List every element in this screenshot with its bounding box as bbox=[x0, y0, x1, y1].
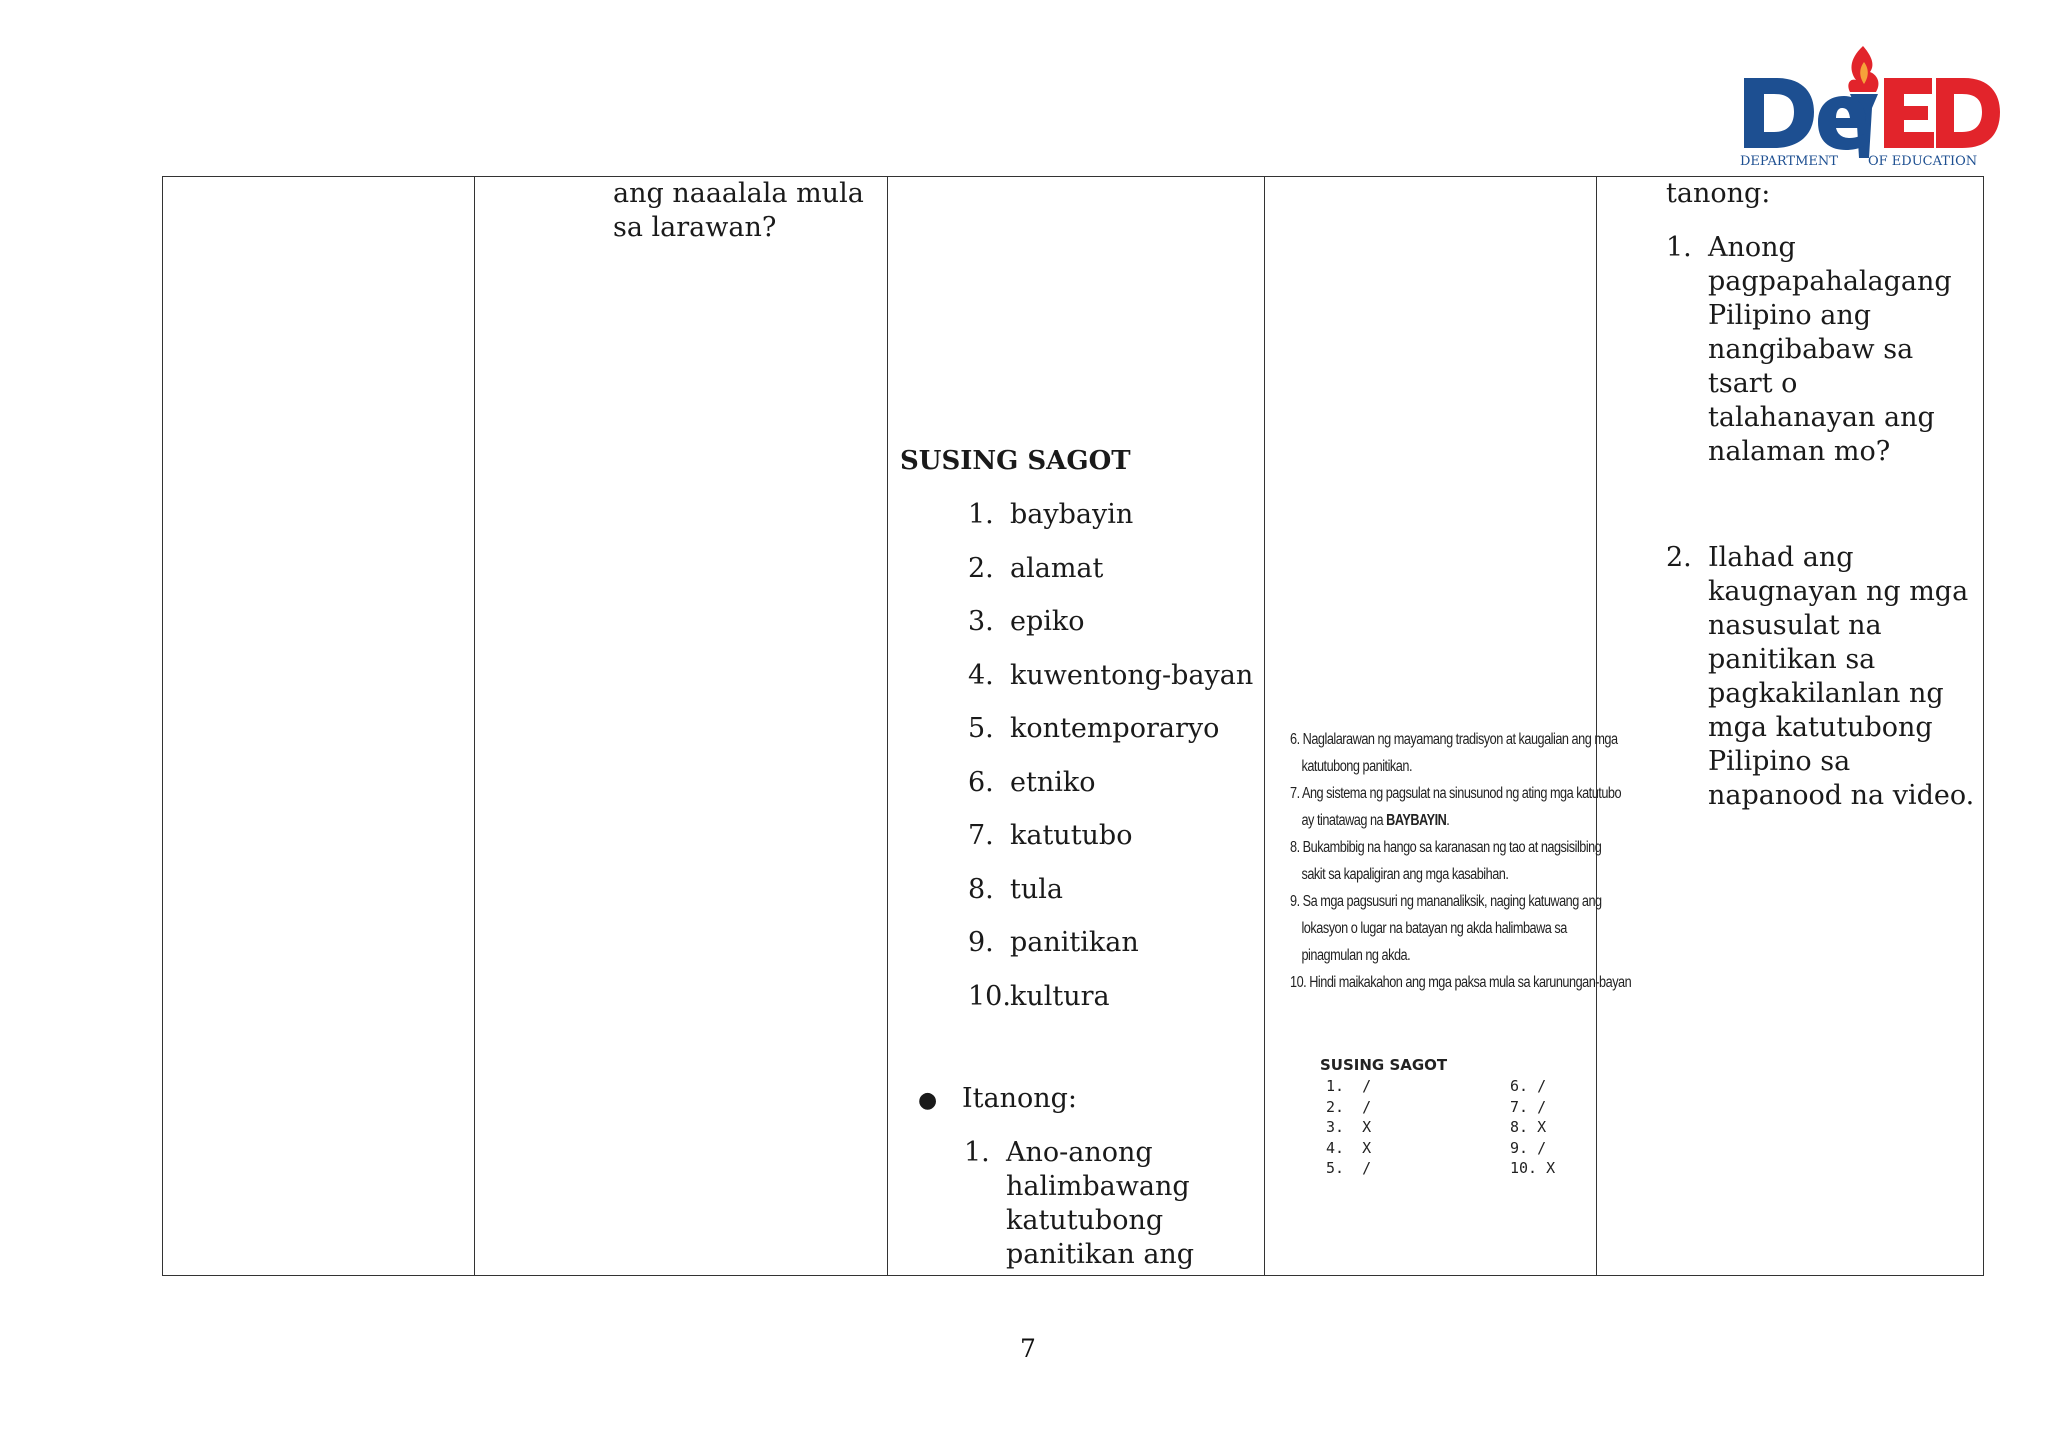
statement-line: 7. Ang sistema ng pagsulat na sinusunod ng ating mga katutubo bbox=[1290, 785, 1622, 802]
col5-q1-line: Anong bbox=[1708, 232, 1796, 263]
col3-text-line2: sa larawan? bbox=[613, 212, 777, 243]
logo-subtitle-left: DEPARTMENT bbox=[1740, 154, 1838, 169]
deped-logo bbox=[1738, 38, 2003, 173]
col5-q2-line: napanood na video. bbox=[1708, 780, 1975, 811]
list-item-number: 10. bbox=[968, 981, 1011, 1012]
list-item-number: 8. bbox=[968, 874, 994, 905]
col3-text-line1: ang naaalala mula bbox=[613, 178, 864, 209]
statement-line: 8. Bukambibig na hango sa karanasan ng tao at nagsisilbing bbox=[1290, 839, 1602, 856]
statement-line: 9. Sa mga pagsusuri ng mananaliksik, naging katuwang ang bbox=[1290, 893, 1602, 910]
statement-line: 10. Hindi maikakahon ang mga paksa mula sa karunungan-bayan bbox=[1290, 974, 1632, 991]
list-item-number: 1. bbox=[968, 499, 994, 530]
itanong-q1-line: Ano-anong bbox=[1006, 1137, 1153, 1168]
key-item: 9. / bbox=[1510, 1138, 1547, 1157]
itanong-q1-line: katutubong bbox=[1006, 1205, 1164, 1236]
key-item: 8. X bbox=[1510, 1118, 1547, 1136]
small-answer-key-title: SUSING SAGOT bbox=[1320, 1056, 1448, 1074]
statement-line: katutubong panitikan. bbox=[1301, 758, 1412, 775]
col5-q2-line: panitikan sa bbox=[1708, 644, 1876, 675]
list-item-text: epiko bbox=[1010, 606, 1085, 637]
statement-line: 6. Naglalarawan ng mayamang tradisyon at kaugalian ang mga bbox=[1290, 731, 1618, 748]
table-divider bbox=[887, 176, 888, 1276]
list-item-text: tula bbox=[1010, 874, 1063, 905]
statement-line: lokasyon o lugar na batayan ng akda halimbawa sa bbox=[1301, 920, 1567, 937]
list-item-text: baybayin bbox=[1010, 499, 1134, 530]
col5-q1-number: 1. bbox=[1666, 232, 1692, 263]
list-item-text: kuwentong-bayan bbox=[1010, 660, 1254, 691]
itanong-q1-number: 1. bbox=[964, 1137, 990, 1168]
statement-bold: BAYBAYIN bbox=[1386, 812, 1447, 829]
statement-line: pinagmulan ng akda. bbox=[1301, 947, 1411, 964]
col5-q1-line: talahanayan ang bbox=[1708, 402, 1935, 433]
col5-q2-line: Ilahad ang bbox=[1708, 542, 1854, 573]
list-item-number: 7. bbox=[968, 820, 994, 851]
key-item: 5. / bbox=[1326, 1159, 1372, 1177]
itanong-q1-line: halimbawang bbox=[1006, 1171, 1190, 1202]
col5-q1-line: nalaman mo? bbox=[1708, 436, 1891, 467]
col5-q2-line: Pilipino sa bbox=[1708, 746, 1851, 777]
col5-q1-line: pagpapahalagang bbox=[1708, 266, 1952, 297]
statement-text: ay tinatawag na bbox=[1301, 812, 1384, 829]
key-item: 3. X bbox=[1326, 1118, 1372, 1136]
list-item-number: 2. bbox=[968, 553, 994, 584]
list-item-number: 5. bbox=[968, 713, 994, 744]
key-item: 6. / bbox=[1510, 1077, 1547, 1095]
statements-image bbox=[1290, 726, 1632, 1006]
statement-line bbox=[1301, 807, 1449, 834]
col5-q2-number: 2. bbox=[1666, 542, 1692, 573]
list-item-text: alamat bbox=[1010, 553, 1104, 584]
list-item-number: 6. bbox=[968, 767, 994, 798]
logo-subtitle-right: OF EDUCATION bbox=[1868, 154, 1978, 169]
list-item-text: kultura bbox=[1010, 981, 1110, 1012]
key-item: 4. X bbox=[1326, 1138, 1372, 1157]
col5-q2-line: nasusulat na bbox=[1708, 610, 1882, 641]
list-item-number: 9. bbox=[968, 927, 994, 958]
itanong-label: Itanong: bbox=[962, 1083, 1078, 1114]
key-item: 1. / bbox=[1326, 1077, 1372, 1095]
col5-q2-line: mga katutubong bbox=[1708, 712, 1933, 743]
statement-line: sakit sa kapaligiran ang mga kasabihan. bbox=[1301, 866, 1509, 883]
small-key-left bbox=[1326, 1076, 1371, 1179]
bullet-icon: ● bbox=[918, 1088, 938, 1113]
answer-key-heading: SUSING SAGOT bbox=[900, 446, 1131, 476]
page-number: 7 bbox=[1020, 1334, 1036, 1363]
list-item-number: 3. bbox=[968, 606, 994, 637]
itanong-q1-line: panitikan ang bbox=[1006, 1239, 1195, 1270]
col5-q1-line: Pilipino ang bbox=[1708, 300, 1871, 331]
deped-logo-graphic bbox=[1738, 38, 2003, 173]
table-divider bbox=[474, 176, 475, 1276]
key-item: 10. X bbox=[1510, 1159, 1556, 1177]
col5-q2-line: kaugnayan ng mga bbox=[1708, 576, 1969, 607]
col5-q1-line: tsart o bbox=[1708, 368, 1798, 399]
key-item: 2. / bbox=[1326, 1097, 1372, 1116]
statement-text: . bbox=[1446, 812, 1450, 829]
table-divider bbox=[1264, 176, 1265, 1276]
list-item-text: panitikan bbox=[1010, 927, 1139, 958]
list-item-text: katutubo bbox=[1010, 820, 1133, 851]
col5-intro: tanong: bbox=[1666, 178, 1771, 209]
list-item-text: kontemporaryo bbox=[1010, 713, 1220, 744]
col5-q1-line: nangibabaw sa bbox=[1708, 334, 1914, 365]
list-item-text: etniko bbox=[1010, 767, 1096, 798]
col5-q2-line: pagkakilanlan ng bbox=[1708, 678, 1944, 709]
key-item: 7. / bbox=[1510, 1097, 1547, 1116]
list-item-number: 4. bbox=[968, 660, 994, 691]
small-key-right bbox=[1510, 1076, 1555, 1179]
